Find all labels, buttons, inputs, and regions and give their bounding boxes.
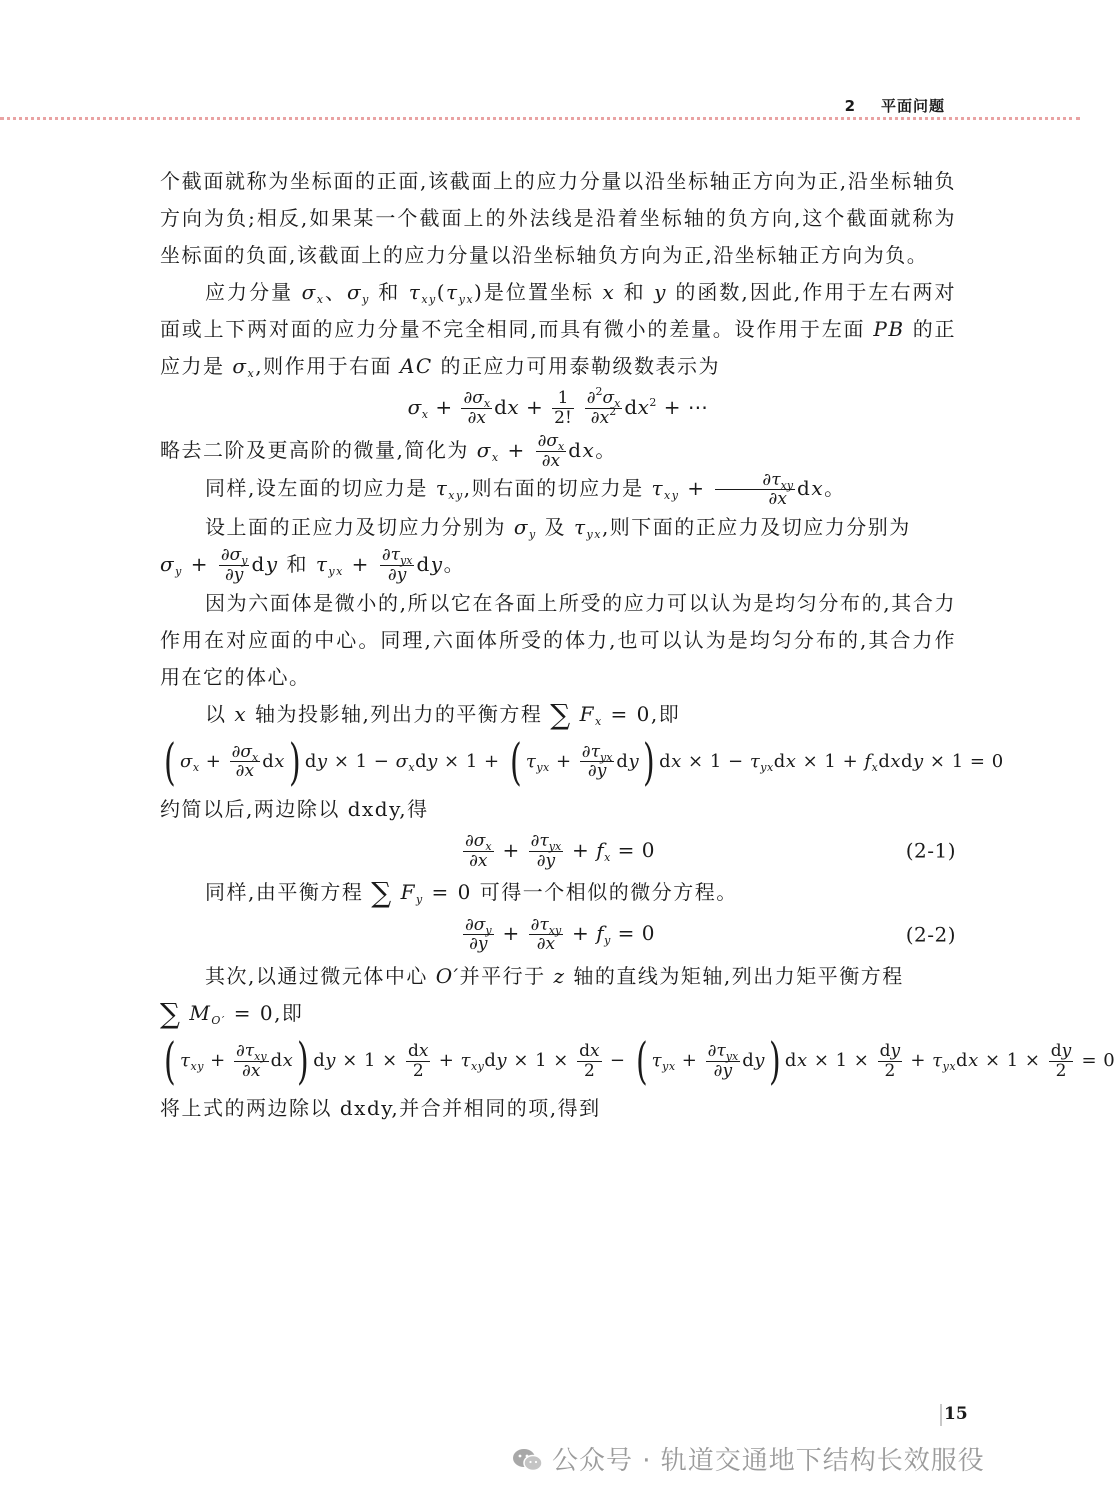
- paragraph-simplification: 略去二阶及更高阶的微量,简化为 $\sigma_x$ + $\frac{\partial\sigma_x}{\partial x}$ dx。: [160, 431, 617, 471]
- paragraph-x-projection: 以 x 轴为投影轴,列出力的平衡方程 ∑ $F_x = 0$,即: [205, 697, 681, 731]
- paragraph-shear-left-right: 同样,设左面的切应力是 $\tau_{xy}$,则右面的切应力是 $\tau_{xy}$ + $\frac{\partial\tau_{xy}}{\partial x}$ dx。: [205, 469, 846, 510]
- paragraph-stress-components: 应力分量 $\sigma_x$、$\sigma_y$ 和 $\tau_{xy}(\tau_{yx})$是位置坐标 x 和 y 的函数,因此,作用于左右两对面或上下两对面的应力分量不完全相同,而具有微小的差量。设作用于左面 PB 的正应力是 $\sigma_x$,则作用于右面 AC 的正应力可用泰勒级数表示为: [160, 280, 957, 380]
- equation-number-2-2: (2-2): [905, 922, 956, 947]
- paragraph-top-bottom-formula: $\sigma_y$ + $\frac{\partial\sigma_y}{\partial y}$ dy 和 $\tau_{yx}$ + $\frac{\partial\tau_{yx}}{\partial y}$ dy。: [160, 545, 466, 586]
- watermark-text: 公众号 · 轨道交通地下结构长效服役: [552, 1446, 985, 1476]
- equation-2-2: $\frac{\partial\sigma_y}{\partial y}$ + $\frac{\partial\tau_{xy}}{\partial x}$ + $f_y = 0$ (2-2): [464, 914, 956, 955]
- paragraph-uniform-distribution: 因为六面体是微小的,所以它在各面上所受的应力可以认为是均匀分布的,其合力作用在对应面的中心。同理,六面体所受的体力,也可以认为是均匀分布的,其合力作用在它的体心。: [160, 590, 956, 689]
- paragraph-moment-sum: ∑ $M_{O'} = 0$,即: [160, 997, 304, 1031]
- page-body: [160, 163, 1115, 1127]
- chapter-title: 平面问题: [880, 97, 945, 115]
- page-number: 15: [944, 1404, 968, 1424]
- running-head: [845, 95, 945, 116]
- paragraph-y-equilibrium: 同样,由平衡方程 ∑ $F_y = 0$ 可得一个相似的微分方程。: [205, 876, 738, 910]
- page-header: [0, 93, 1080, 123]
- moment-equilibrium-equation: ( $\tau_{xy}$ + $\frac{\partial\tau_{xy}}{\partial x}$ dx) dy × 1 × $\frac{dx}{2}$ + $\tau_{xy}dy \times 1$ × $\frac{dx}{2}$ − ( $\tau_{yx}$ + $\frac{\partial\tau_{yx}}{\partial y}$ dy) dx × 1 × $\frac{dy}{2}$ + $\tau_{yx}dx \times 1$ × $\frac{dy}{2}$ = 0: [164, 1032, 1115, 1091]
- page-number-bar: [940, 1404, 942, 1426]
- chapter-number: 2: [844, 97, 857, 115]
- paragraph-top-bottom: 设上面的正应力及切应力分别为 $\sigma_y$ 及 $\tau_{yx}$,则下面的正应力及切应力分别为: [205, 515, 911, 542]
- paragraph-divide: 约简以后,两边除以 dxdy,得: [160, 796, 429, 821]
- paragraph-moment-equilibrium: 其次,以通过微元体中心 O′并平行于 z 轴的直线为矩轴,列出力矩平衡方程: [205, 964, 904, 989]
- equation-2-1: $\frac{\partial\sigma_x}{\partial x}$ + $\frac{\partial\tau_{yx}}{\partial y}$ + $f_x = 0$ (2-1): [464, 831, 956, 871]
- wechat-icon: [512, 1447, 544, 1473]
- paragraph-sign-convention: 个截面就称为坐标面的正面,该截面上的应力分量以沿坐标轴正方向为正,沿坐标轴负方向为负;相反,如果某一个截面上的外法线是沿着坐标轴的负方向,这个截面就称为坐标面的负面,该截面上的应力分量以沿坐标轴负方向为正,沿坐标轴正方向为负。: [160, 169, 956, 267]
- watermark: [512, 1440, 985, 1477]
- x-equilibrium-equation: ( $\sigma_x$ + $\frac{\partial\sigma_x}{\partial x}$ dx) dy × $1 - \sigma_xdy \times 1$ + ( $\tau_{yx}$ + $\frac{\partial\tau_{yx}}{\partial y}$ dy) dx × $1 - \tau_{yx}dx \times 1$ + $f_xdxdy \times 1 = 0$: [164, 732, 1004, 791]
- header-dotted-rule: [0, 117, 1080, 120]
- paragraph-combine-terms: 将上式的两边除以 dxdy,并合并相同的项,得到: [160, 1096, 601, 1121]
- equation-number-2-1: (2-1): [905, 838, 956, 863]
- taylor-series-equation: $\sigma_x$ + $\frac{\partial\sigma_x}{\partial x}$ dx + $\frac{1}{2!}$ $\frac{\partial^2\sigma_x}{\partial x^2}$ $dx^2$ + ⋯: [407, 385, 709, 428]
